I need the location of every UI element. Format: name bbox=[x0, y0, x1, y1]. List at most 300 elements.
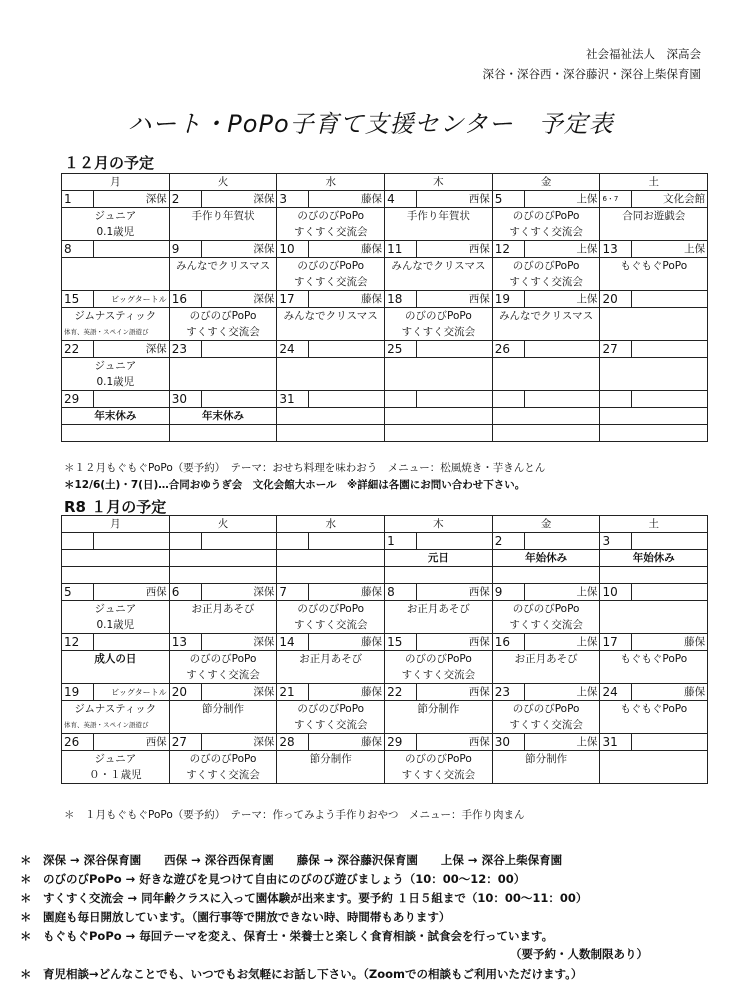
day-event: ジュニア bbox=[62, 208, 170, 225]
day-location: 上保 bbox=[632, 241, 708, 258]
day-event: ジュニア bbox=[62, 601, 170, 618]
day-location: 藤保 bbox=[309, 241, 385, 258]
day-event: のびのびPoPo bbox=[169, 308, 277, 325]
day-location: 藤保 bbox=[309, 684, 385, 701]
day-event: 節分制作 bbox=[277, 751, 385, 768]
day-event-detail bbox=[277, 324, 385, 341]
day-event-detail bbox=[277, 667, 385, 684]
day-event: 元日 bbox=[385, 550, 493, 567]
day-event-detail: すくすく交流会 bbox=[385, 767, 493, 784]
day-event-detail: すくすく交流会 bbox=[385, 667, 493, 684]
day-event-detail bbox=[277, 767, 385, 784]
day-number: 19 bbox=[492, 291, 524, 308]
day-location: 深保 bbox=[201, 684, 277, 701]
day-location bbox=[632, 291, 708, 308]
day-event: 手作り年賀状 bbox=[169, 208, 277, 225]
day-number: 27 bbox=[600, 341, 632, 358]
day-event-detail: 0.1歳児 bbox=[62, 224, 170, 241]
day-number: 12 bbox=[62, 634, 94, 651]
day-location: 西保 bbox=[417, 191, 493, 208]
day-location: 藤保 bbox=[309, 634, 385, 651]
weekday-header: 土 bbox=[600, 516, 708, 533]
day-number: 3 bbox=[600, 533, 632, 550]
day-location: 深保 bbox=[201, 734, 277, 751]
day-event: 手作り年賀状 bbox=[385, 208, 493, 225]
day-event bbox=[492, 408, 600, 425]
day-event: のびのびPoPo bbox=[385, 751, 493, 768]
day-location: ビッグタートル bbox=[94, 684, 170, 701]
day-event-detail: 体育、英語・スペイン語遊び bbox=[62, 324, 170, 341]
day-number: 1 bbox=[62, 191, 94, 208]
day-number: 6 bbox=[169, 584, 201, 601]
day-number bbox=[169, 533, 201, 550]
day-event bbox=[277, 358, 385, 375]
day-number: 16 bbox=[169, 291, 201, 308]
day-event: 節分制作 bbox=[492, 751, 600, 768]
week-date-row bbox=[62, 241, 708, 258]
week-event-row-2 bbox=[62, 617, 708, 634]
day-location: 上保 bbox=[524, 734, 600, 751]
week-event-row-2 bbox=[62, 767, 708, 784]
week-blank-row bbox=[62, 425, 708, 442]
day-number: 31 bbox=[600, 734, 632, 751]
day-event bbox=[492, 358, 600, 375]
week-event-row bbox=[62, 208, 708, 225]
day-event-detail: すくすく交流会 bbox=[492, 617, 600, 634]
day-event-detail bbox=[385, 717, 493, 734]
day-event bbox=[277, 550, 385, 567]
day-event-detail: 0.1歳児 bbox=[62, 617, 170, 634]
day-location: 深保 bbox=[94, 341, 170, 358]
day-event-detail bbox=[600, 274, 708, 291]
day-number: 3 bbox=[277, 191, 309, 208]
legend-item: （要予約・人数制限あり） bbox=[510, 947, 648, 961]
day-location: 西保 bbox=[417, 634, 493, 651]
day-blank bbox=[385, 425, 493, 442]
day-number: 6・7 bbox=[600, 191, 632, 208]
day-event: ジュニア bbox=[62, 751, 170, 768]
week-date-row bbox=[62, 584, 708, 601]
day-event: のびのびPoPo bbox=[169, 751, 277, 768]
day-event: 年末休み bbox=[62, 408, 170, 425]
legend-item: ＊ のびのびPoPo → 好きな遊びを見つけて自由にのびのび遊びましょう（10：00～12：00） bbox=[20, 872, 526, 886]
weekday-header: 金 bbox=[492, 174, 600, 191]
day-number: 8 bbox=[385, 584, 417, 601]
day-event: 年始休み bbox=[600, 550, 708, 567]
day-event-detail bbox=[169, 717, 277, 734]
day-number: 22 bbox=[385, 684, 417, 701]
day-event-detail bbox=[492, 667, 600, 684]
week-date-row bbox=[62, 341, 708, 358]
day-event-detail bbox=[169, 224, 277, 241]
day-event-detail bbox=[600, 617, 708, 634]
day-blank bbox=[62, 567, 170, 584]
day-event: お正月あそび bbox=[385, 601, 493, 618]
day-event: のびのびPoPo bbox=[492, 208, 600, 225]
week-event-row-2 bbox=[62, 374, 708, 391]
day-event: 成人の日 bbox=[62, 651, 170, 668]
day-event-detail bbox=[169, 374, 277, 391]
day-event-detail: すくすく交流会 bbox=[277, 717, 385, 734]
day-blank bbox=[385, 567, 493, 584]
day-event: ジュニア bbox=[62, 358, 170, 375]
day-event-detail bbox=[600, 767, 708, 784]
day-event: のびのびPoPo bbox=[277, 258, 385, 275]
day-number: 4 bbox=[385, 191, 417, 208]
day-event bbox=[277, 408, 385, 425]
day-number: 31 bbox=[277, 391, 309, 408]
day-event: のびのびPoPo bbox=[169, 651, 277, 668]
weekday-header: 金 bbox=[492, 516, 600, 533]
day-location: 藤保 bbox=[309, 291, 385, 308]
org-nurseries: 深谷・深谷西・深谷藤沢・深谷上柴保育園 bbox=[482, 67, 701, 81]
day-event-detail: 体育、英語・スペイン語遊び bbox=[62, 717, 170, 734]
day-event: ジムナスティック bbox=[62, 308, 170, 325]
day-number: 10 bbox=[277, 241, 309, 258]
day-event-detail bbox=[600, 374, 708, 391]
week-event-row-2 bbox=[62, 324, 708, 341]
day-event-detail bbox=[492, 324, 600, 341]
day-number: 25 bbox=[385, 341, 417, 358]
week-event-row-2 bbox=[62, 224, 708, 241]
legend-item: ＊ すくすく交流会 → 同年齢クラスに入って園体験が出来ます。要予約 １日５組まで（10：00～11：00） bbox=[20, 891, 588, 905]
day-number: 2 bbox=[169, 191, 201, 208]
day-location: 文化会館 bbox=[632, 191, 708, 208]
day-location: ビッグタートル bbox=[94, 291, 170, 308]
day-number: 20 bbox=[600, 291, 632, 308]
day-number: 26 bbox=[492, 341, 524, 358]
weekday-header-row bbox=[62, 174, 708, 191]
day-number: 14 bbox=[277, 634, 309, 651]
day-number: 13 bbox=[169, 634, 201, 651]
day-number: 24 bbox=[600, 684, 632, 701]
day-number: 23 bbox=[169, 341, 201, 358]
day-event-detail bbox=[385, 274, 493, 291]
day-location: 西保 bbox=[417, 291, 493, 308]
weekday-header: 水 bbox=[277, 516, 385, 533]
weekday-header: 火 bbox=[169, 516, 277, 533]
day-location bbox=[201, 533, 277, 550]
day-number: 27 bbox=[169, 734, 201, 751]
day-number: 18 bbox=[385, 291, 417, 308]
day-event: 年始休み bbox=[492, 550, 600, 567]
day-number: 19 bbox=[62, 684, 94, 701]
day-location: 深保 bbox=[94, 191, 170, 208]
day-event bbox=[169, 358, 277, 375]
day-event-detail: すくすく交流会 bbox=[385, 324, 493, 341]
day-event: のびのびPoPo bbox=[492, 701, 600, 718]
day-event: のびのびPoPo bbox=[385, 308, 493, 325]
day-event-detail: すくすく交流会 bbox=[492, 717, 600, 734]
weekday-header: 火 bbox=[169, 174, 277, 191]
week-event-row-2 bbox=[62, 717, 708, 734]
week-event-row bbox=[62, 751, 708, 768]
day-number: 30 bbox=[169, 391, 201, 408]
day-event-detail bbox=[492, 374, 600, 391]
day-event: のびのびPoPo bbox=[385, 651, 493, 668]
day-number: 7 bbox=[277, 584, 309, 601]
day-number: 12 bbox=[492, 241, 524, 258]
day-event: 節分制作 bbox=[169, 701, 277, 718]
day-location: 深保 bbox=[201, 584, 277, 601]
day-blank bbox=[492, 425, 600, 442]
week-event-row bbox=[62, 308, 708, 325]
day-number: 20 bbox=[169, 684, 201, 701]
day-number: 28 bbox=[277, 734, 309, 751]
day-number: 15 bbox=[62, 291, 94, 308]
day-event bbox=[385, 408, 493, 425]
day-location bbox=[417, 533, 493, 550]
day-blank bbox=[600, 567, 708, 584]
day-event bbox=[62, 550, 170, 567]
day-event bbox=[600, 358, 708, 375]
day-location bbox=[201, 341, 277, 358]
day-event bbox=[600, 601, 708, 618]
day-event: のびのびPoPo bbox=[492, 601, 600, 618]
day-event: お正月あそび bbox=[277, 651, 385, 668]
day-number: 11 bbox=[385, 241, 417, 258]
day-number: 22 bbox=[62, 341, 94, 358]
day-number: 17 bbox=[600, 634, 632, 651]
day-event: みんなでクリスマス bbox=[385, 258, 493, 275]
day-number: 24 bbox=[277, 341, 309, 358]
org-name: 社会福祉法人 深高会 bbox=[586, 47, 701, 61]
week-blank-row bbox=[62, 567, 708, 584]
day-number: 29 bbox=[385, 734, 417, 751]
day-event bbox=[600, 308, 708, 325]
day-location bbox=[309, 391, 385, 408]
day-event bbox=[62, 258, 170, 275]
day-event: みんなでクリスマス bbox=[169, 258, 277, 275]
day-location bbox=[632, 734, 708, 751]
day-number bbox=[62, 533, 94, 550]
week-event-row bbox=[62, 258, 708, 275]
day-event: 年末休み bbox=[169, 408, 277, 425]
day-event: のびのびPoPo bbox=[277, 208, 385, 225]
day-event-detail: すくすく交流会 bbox=[169, 667, 277, 684]
day-location: 上保 bbox=[524, 634, 600, 651]
day-event-detail bbox=[277, 374, 385, 391]
day-event: ジムナスティック bbox=[62, 701, 170, 718]
day-location bbox=[201, 391, 277, 408]
day-event: のびのびPoPo bbox=[277, 601, 385, 618]
day-event-detail: すくすく交流会 bbox=[277, 274, 385, 291]
day-location: 上保 bbox=[524, 241, 600, 258]
day-event-detail: すくすく交流会 bbox=[169, 324, 277, 341]
week-event-row-2 bbox=[62, 274, 708, 291]
day-blank bbox=[600, 425, 708, 442]
day-location: 藤保 bbox=[309, 734, 385, 751]
day-location: 深保 bbox=[201, 191, 277, 208]
day-number: 21 bbox=[277, 684, 309, 701]
day-event: もぐもぐPoPo bbox=[600, 701, 708, 718]
day-location bbox=[632, 341, 708, 358]
day-event-detail bbox=[600, 717, 708, 734]
day-event-detail bbox=[600, 224, 708, 241]
day-location bbox=[417, 341, 493, 358]
december-note-1: ＊１２月もぐもぐPoPo（要予約） テーマ：おせち料理を味わおう メニュー：松風焼き・芋きんとん bbox=[64, 462, 546, 474]
day-location: 藤保 bbox=[309, 584, 385, 601]
legend-item: ＊ 園庭も毎日開放しています。（園行事等で開放できない時、時間帯もあります） bbox=[20, 910, 451, 924]
day-location: 藤保 bbox=[309, 191, 385, 208]
day-number: 10 bbox=[600, 584, 632, 601]
day-event-detail: すくすく交流会 bbox=[169, 767, 277, 784]
weekday-header: 月 bbox=[62, 174, 170, 191]
day-location: 西保 bbox=[94, 734, 170, 751]
day-event-detail bbox=[169, 274, 277, 291]
day-location: 藤保 bbox=[632, 634, 708, 651]
day-location: 上保 bbox=[524, 584, 600, 601]
day-event: お正月あそび bbox=[169, 601, 277, 618]
day-location: 藤保 bbox=[632, 684, 708, 701]
week-date-row bbox=[62, 684, 708, 701]
legend-item: ＊ 育児相談→どんなことでも、いつでもお気軽にお話し下さい。（Zoomでの相談もご利用いただけます。） bbox=[20, 967, 583, 981]
day-number: 5 bbox=[62, 584, 94, 601]
day-location: 上保 bbox=[524, 684, 600, 701]
day-event-detail: すくすく交流会 bbox=[492, 224, 600, 241]
day-location bbox=[94, 533, 170, 550]
day-blank bbox=[169, 425, 277, 442]
day-location bbox=[94, 634, 170, 651]
day-event: 合同お遊戯会 bbox=[600, 208, 708, 225]
day-event: みんなでクリスマス bbox=[492, 308, 600, 325]
week-date-row bbox=[62, 734, 708, 751]
legend-item: ＊ もぐもぐPoPo → 毎回テーマを変え、保育士・栄養士と楽しく食育相談・試食会を行っています。 bbox=[20, 929, 554, 943]
weekday-header: 土 bbox=[600, 174, 708, 191]
day-number bbox=[277, 533, 309, 550]
day-number: 26 bbox=[62, 734, 94, 751]
day-number: 5 bbox=[492, 191, 524, 208]
weekday-header: 月 bbox=[62, 516, 170, 533]
day-event-detail bbox=[385, 617, 493, 634]
day-event-detail bbox=[600, 667, 708, 684]
day-location bbox=[632, 391, 708, 408]
week-event-row bbox=[62, 358, 708, 375]
december-note-2: ＊12/6(土)・7(日)…合同おゆうぎ会 文化会館大ホール ※詳細は各園にお問い合わせ下さい。 bbox=[64, 479, 526, 491]
january-note-1: ＊ １月もぐもぐPoPo（要予約） テーマ：作ってみよう手作りおやつ メニュー：手作り肉まん bbox=[64, 809, 525, 821]
day-event-detail bbox=[600, 324, 708, 341]
weekday-header-row bbox=[62, 516, 708, 533]
day-event: 節分制作 bbox=[385, 701, 493, 718]
week-date-row bbox=[62, 391, 708, 408]
day-location bbox=[309, 341, 385, 358]
day-number bbox=[600, 391, 632, 408]
day-event: もぐもぐPoPo bbox=[600, 651, 708, 668]
day-location: 深保 bbox=[201, 291, 277, 308]
day-event bbox=[600, 751, 708, 768]
page-title: ハート・PoPo子育て支援センター 予定表 bbox=[127, 110, 614, 138]
day-event-detail: すくすく交流会 bbox=[277, 617, 385, 634]
january-heading: R8 １月の予定 bbox=[64, 498, 167, 516]
week-event-row bbox=[62, 701, 708, 718]
day-location: 西保 bbox=[94, 584, 170, 601]
day-location: 上保 bbox=[524, 291, 600, 308]
day-number: 9 bbox=[169, 241, 201, 258]
day-location bbox=[94, 391, 170, 408]
day-event: もぐもぐPoPo bbox=[600, 258, 708, 275]
day-location: 西保 bbox=[417, 684, 493, 701]
day-number bbox=[385, 391, 417, 408]
day-blank bbox=[277, 425, 385, 442]
day-location: 西保 bbox=[417, 241, 493, 258]
day-event-detail bbox=[385, 374, 493, 391]
december-calendar bbox=[61, 173, 708, 442]
week-event-row bbox=[62, 601, 708, 618]
day-number: 13 bbox=[600, 241, 632, 258]
day-event-detail bbox=[62, 274, 170, 291]
week-event-row-2 bbox=[62, 667, 708, 684]
day-event bbox=[169, 550, 277, 567]
weekday-header: 水 bbox=[277, 174, 385, 191]
day-blank bbox=[492, 567, 600, 584]
weekday-header: 木 bbox=[385, 174, 493, 191]
week-event-row bbox=[62, 651, 708, 668]
day-event-detail: すくすく交流会 bbox=[492, 274, 600, 291]
day-location bbox=[309, 533, 385, 550]
week-event-row bbox=[62, 550, 708, 567]
day-event bbox=[600, 408, 708, 425]
day-location bbox=[632, 533, 708, 550]
week-event-row bbox=[62, 408, 708, 425]
day-number bbox=[492, 391, 524, 408]
week-date-row bbox=[62, 533, 708, 550]
day-event-detail: 0.1歳児 bbox=[62, 374, 170, 391]
day-event: のびのびPoPo bbox=[277, 701, 385, 718]
weekday-header: 木 bbox=[385, 516, 493, 533]
day-number: 15 bbox=[385, 634, 417, 651]
january-calendar bbox=[61, 515, 708, 784]
day-location bbox=[524, 391, 600, 408]
day-number: 1 bbox=[385, 533, 417, 550]
day-location: 上保 bbox=[524, 191, 600, 208]
day-location bbox=[94, 241, 170, 258]
day-event: お正月あそび bbox=[492, 651, 600, 668]
day-number: 30 bbox=[492, 734, 524, 751]
day-blank bbox=[62, 425, 170, 442]
day-number: 23 bbox=[492, 684, 524, 701]
day-event-detail: ０・１歳児 bbox=[62, 767, 170, 784]
day-event-detail bbox=[492, 767, 600, 784]
day-location: 深保 bbox=[201, 241, 277, 258]
day-event-detail: すくすく交流会 bbox=[277, 224, 385, 241]
day-event: のびのびPoPo bbox=[492, 258, 600, 275]
day-location: 西保 bbox=[417, 734, 493, 751]
day-location bbox=[524, 341, 600, 358]
day-location: 深保 bbox=[201, 634, 277, 651]
day-number: 29 bbox=[62, 391, 94, 408]
day-number: 17 bbox=[277, 291, 309, 308]
december-heading: １２月の予定 bbox=[64, 154, 155, 172]
week-date-row bbox=[62, 291, 708, 308]
day-number: 16 bbox=[492, 634, 524, 651]
day-location bbox=[524, 533, 600, 550]
legend-item: ＊ 深保 → 深谷保育園 西保 → 深谷西保育園 藤保 → 深谷藤沢保育園 上保 → 深谷上柴保育園 bbox=[20, 853, 563, 867]
day-event-detail bbox=[169, 617, 277, 634]
day-blank bbox=[277, 567, 385, 584]
day-location: 西保 bbox=[417, 584, 493, 601]
day-location bbox=[417, 391, 493, 408]
day-number: 8 bbox=[62, 241, 94, 258]
day-blank bbox=[169, 567, 277, 584]
day-event bbox=[385, 358, 493, 375]
day-number: 9 bbox=[492, 584, 524, 601]
week-date-row bbox=[62, 191, 708, 208]
day-event: みんなでクリスマス bbox=[277, 308, 385, 325]
week-date-row bbox=[62, 634, 708, 651]
day-event-detail bbox=[62, 667, 170, 684]
day-number: 2 bbox=[492, 533, 524, 550]
day-event-detail bbox=[385, 224, 493, 241]
